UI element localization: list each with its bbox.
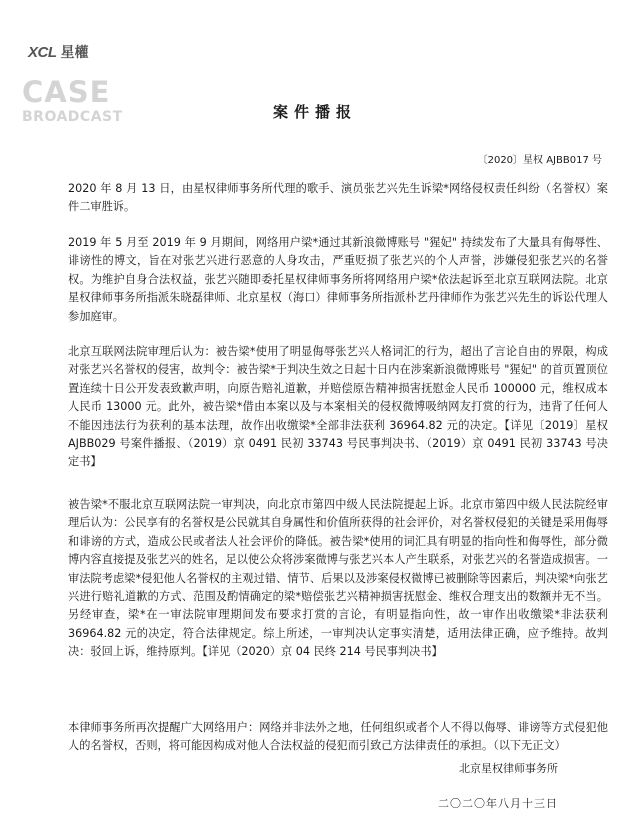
paragraph-appeal: 被告梁*不服北京互联网法院一审判决，向北京市第四中级人民法院提起上诉。北京市第四中级人民法院经审理后认为：公民享有的名誉权是公民就其自身属性和价值所获得的社会评价，对名誉权侵犯的关键是采用侮辱和诽谤的方式，造成公民或者法人社会评价的降低。被告梁*使用的词汇具有明显的指向性和侮辱性，部分微博内容直接提及张艺兴的姓名，足以使公众将涉案微博与张艺兴本人产生联系，对张艺兴的名誉造成损害。一审法院考虑梁*侵犯他人名誉权的主观过错、情节、后果以及涉案侵权微博已被删除等因素后，判决梁*向张艺兴进行赔礼道歉的方式、范围及酌情确定的梁*赔偿张艺兴精神损害抚慰金、维权合理支出的数额并无不当。另经审查，梁*在一审法院审理期间发布要求打赏的言论，有明显指向性，故一审作出收缴梁*非法获利 36964.82 元的决定，符合法律规定。综上所述，一审判决认定事实清楚，适用法律正确，应予维持。故判决：驳回上诉，维持原判。【详见（2020）京 04 民终 214 号民事判决书】 (68, 498, 608, 659)
logo-mark: XCL (28, 43, 57, 61)
paragraph-background: 2019 年 5 月至 2019 年 9 月期间，网络用户梁*通过其新浪微博账号 "猩妃" 持续发布了大量具有侮辱性、诽谤性的博文，旨在对张艺兴进行恶意的人身攻击，严重贬损了张艺兴的个人声誉，涉嫌侵犯张艺兴的名誉权。为维护自身合法权益，张艺兴随即委托星权律师事务所将网络用户梁*依法起诉至北京互联网法院。北京星权律师事务所指派朱晓磊律师、北京星权（海口）律师事务所指派朴艺丹律师作为张艺兴先生的诉讼代理人参加庭审。 (68, 236, 608, 323)
firm-logo (28, 42, 89, 62)
document-number: 〔2020〕星权 AJBB017 号 (477, 155, 602, 166)
page-title: 案件播报 (272, 103, 357, 121)
logo-text: 星權 (60, 45, 89, 61)
document-date: 二〇二〇年八月十三日 (438, 797, 558, 810)
paragraph-first-instance: 北京互联网法院审理后认为：被告梁*使用了明显侮辱张艺兴人格词汇的行为，超出了言论自由的界限，构成对张艺兴名誉权的侵害，故判令：被告梁*于判决生效之日起十日内在涉案新浪微博账号 "猩妃" 的首页置顶位置连续十日公开发表致歉声明，向原告赔礼道歉，并赔偿原告精神损害抚慰金人民币 100000 元，维权成本人民币 13000 元。此外，被告梁*借由本案以及与本案相关的侵权微博吸纳网友打赏的行为，违背了任何人不能因违法行为获利的基本法理，故作出收缴梁*全部非法获利 36964.82 元的决定。【详见〔2019〕星权 AJBB029 号案件播报、（2019）京 0491 民初 33743 号民事判决书、（2019）京 0491 民初 33743 号决定书】 (68, 345, 608, 469)
paragraph-announcement: 2020 年 8 月 13 日，由星权律师事务所代理的歌手、演员张艺兴先生诉梁*网络侵权责任纠纷（名誉权）案件二审胜诉。 (68, 182, 608, 214)
paragraph-reminder: 本律师事务所再次提醒广大网络用户：网络并非法外之地，任何组织或者个人不得以侮辱、诽谤等方式侵犯他人的名誉权，否则，将可能因构成对他人合法权益的侵犯而引致己方法律责任的承担。（以下无正文） (68, 721, 608, 753)
watermark-line2: BROADCAST (22, 109, 123, 125)
firm-signature: 北京星权律师事务所 (459, 762, 558, 775)
watermark-line1: CASE (22, 75, 111, 109)
